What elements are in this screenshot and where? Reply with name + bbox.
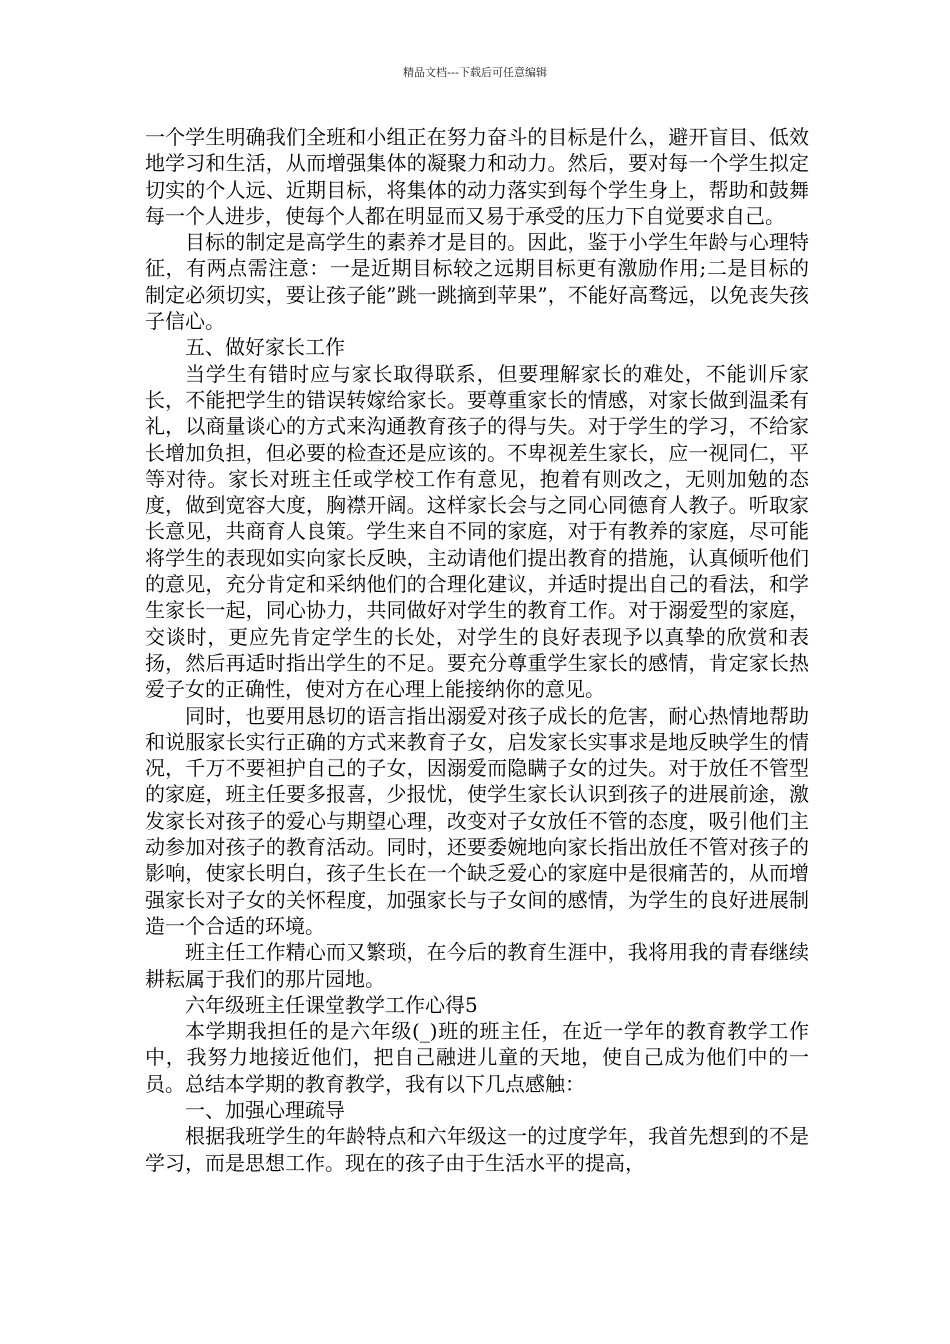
document-body (145, 124, 809, 1176)
paragraph-conclusion: 班主任工作精心而又繁琐，在今后的教育生涯中，我将用我的青春继续耕耘属于我们的那片园地。 (145, 940, 809, 991)
paragraph-intro: 本学期我担任的是六年级(_)班的班主任，在近一学年的教育教学工作中，我努力地接近他们，把自己融进儿童的天地，使自己成为他们中的一员。总结本学期的教育教学，我有以下几点感触： (145, 1019, 809, 1096)
paragraph-psychology: 根据我班学生的年龄特点和六年级这一的过度学年，我首先想到的不是学习，而是思想工作。现在的孩子由于生活水平的提高， (145, 1124, 809, 1175)
article-title: 六年级班主任课堂教学工作心得5 (185, 992, 478, 1017)
section-heading-psychology: 一、加强心理疏导 (185, 1097, 345, 1122)
paragraph-parent-contact: 当学生有错时应与家长取得联系，但要理解家长的难处，不能训斥家长，不能把学生的错误转嫁给家长。要尊重家长的情感，对家长做到温柔有礼，以商量谈心的方式来沟通教育孩子的得与失。对于学生的学习，不给家长增加负担，但必要的检查还是应该的。不卑视差生家长，应一视同仁，平等对待。家长对班主任或学校工作有意见，抱着有则改之，无则加勉的态度，做到宽容大度，胸襟开阔。这样家长会与之同心同德育人教子。听取家长意见，共商育人良策。学生来自不同的家庭，对于有教养的家庭，尽可能将学生的表现如实向家长反映，主动请他们提出教育的措施，认真倾听他们的意见，充分肯定和采纳他们的合理化建议，并适时提出自己的看法，和学生家长一起，同心协力，共同做好对学生的教育工作。对于溺爱型的家庭，交谈时，更应先肯定学生的长处，对学生的良好表现予以真挚的欣赏和表扬，然后再适时指出学生的不足。要充分尊重学生家长的感情，肯定家长热爱子女的正确性，使对方在心理上能接纳你的意见。 (145, 361, 809, 702)
paragraph-goal-setting: 目标的制定是高学生的素养才是目的。因此，鉴于小学生年龄与心理特征，有两点需注意：一是近期目标较之远期目标更有激励作用;二是目标的制定必须切实，要让孩子能”跳一跳摘到苹果”，不能好高骛远，以免丧失孩子信心。 (145, 230, 809, 334)
section-heading-parents: 五、做好家长工作 (185, 335, 345, 360)
page-header: 精品文档---下载后可任意编辑 (403, 66, 547, 79)
paragraph-continuation: 一个学生明确我们全班和小组正在努力奋斗的目标是什么，避开盲目、低效地学习和生活，从而增强集体的凝聚力和动力。然后，要对每一个学生拟定切实的个人远、近期目标，将集体的动力落实到每个学生身上，帮助和鼓舞每一个人进步，使每个人都在明显而又易于承受的压力下自觉要求自己。 (145, 125, 809, 228)
paragraph-doting-parents: 同时，也要用恳切的语言指出溺爱对孩子成长的危害，耐心热情地帮助和说服家长实行正确的方式来教育子女，启发家长实事求是地反映学生的情况，千万不要袒护自己的子女，因溺爱而隐瞒子女的过失。对于放任不管型的家庭，班主任要多报喜，少报忧，使学生家长认识到孩子的进展前途，激发家长对孩子的爱心与期望心理，改变对子女放任不管的态度，吸引他们主动参加对孩子的教育活动。同时，还要委婉地向家长指出放任不管对孩子的影响，使家长明白，孩子生长在一个缺乏爱心的家庭中是很痛苦的，从而增强家长对子女的关怀程度，加强家长与子女间的感情，为学生的良好进展制造一个合适的环境。 (145, 703, 809, 938)
